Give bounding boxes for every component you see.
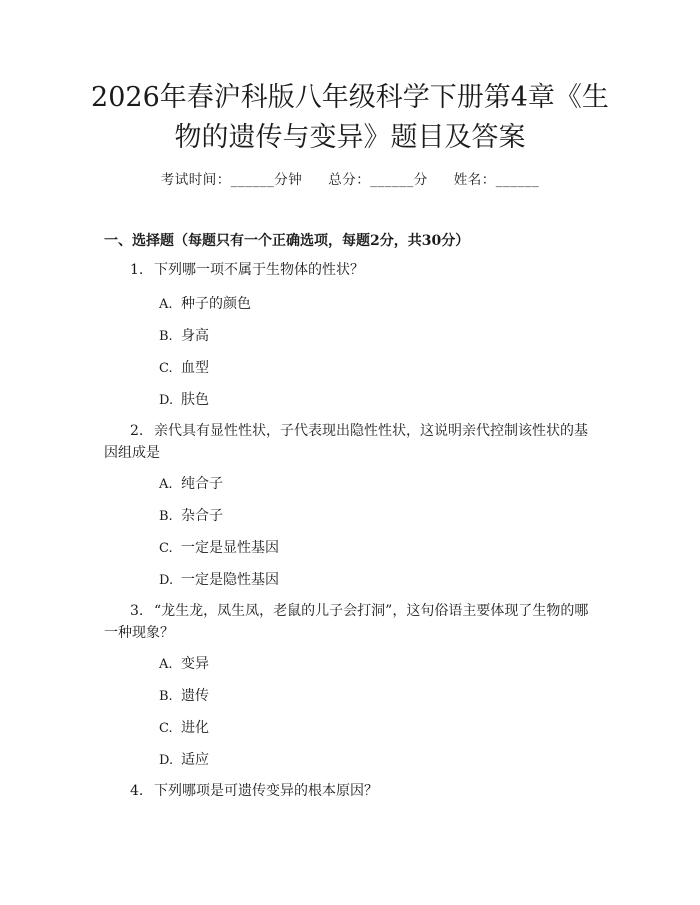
section-heading-choice: 一、选择题（每题只有一个正确选项，每题2分，共30分） (104, 233, 470, 249)
question-3-option-a: A. 变异 (159, 656, 209, 672)
question-1 (104, 259, 599, 281)
question-text: 下列哪项是可遗传变异的根本原因？ (154, 783, 378, 799)
question-3-option-c: C. 进化 (159, 720, 209, 736)
question-2 (104, 420, 599, 464)
question-2-option-a: A. 纯合子 (159, 476, 223, 492)
question-1-option-a: A. 种子的颜色 (159, 296, 251, 312)
question-4 (104, 780, 599, 802)
question-number: 3. (130, 603, 144, 619)
exam-score: 总分：______分 (328, 172, 428, 188)
question-number: 1. (130, 262, 144, 278)
question-number: 4. (130, 783, 144, 799)
exam-info (0, 168, 700, 188)
document-title: 2026年春沪科版八年级科学下册第4章《生物的遗传与变异》题目及答案 (91, 82, 609, 153)
exam-name: 姓名：______ (453, 172, 540, 188)
exam-time: 考试时间：______分钟 (160, 172, 303, 188)
question-1-option-d: D. 肤色 (159, 392, 209, 408)
question-3 (104, 600, 599, 644)
question-text: 亲代具有显性性状，子代表现出隐性性状，这说明亲代控制该性状的基因组成是 (104, 423, 588, 461)
question-text: 下列哪一项不属于生物体的性状？ (154, 262, 364, 278)
question-number: 2. (130, 423, 144, 439)
question-2-option-d: D. 一定是隐性基因 (159, 572, 279, 588)
question-text: “龙生龙，凤生凤，老鼠的儿子会打洞”，这句俗语主要体现了生物的哪一种现象？ (104, 603, 589, 641)
question-3-option-b: B. 遗传 (159, 688, 209, 704)
question-1-option-c: C. 血型 (159, 360, 209, 376)
question-1-option-b: B. 身高 (159, 328, 209, 344)
question-3-option-d: D. 适应 (159, 752, 209, 768)
question-2-option-c: C. 一定是显性基因 (159, 540, 279, 556)
question-2-option-b: B. 杂合子 (159, 508, 223, 524)
